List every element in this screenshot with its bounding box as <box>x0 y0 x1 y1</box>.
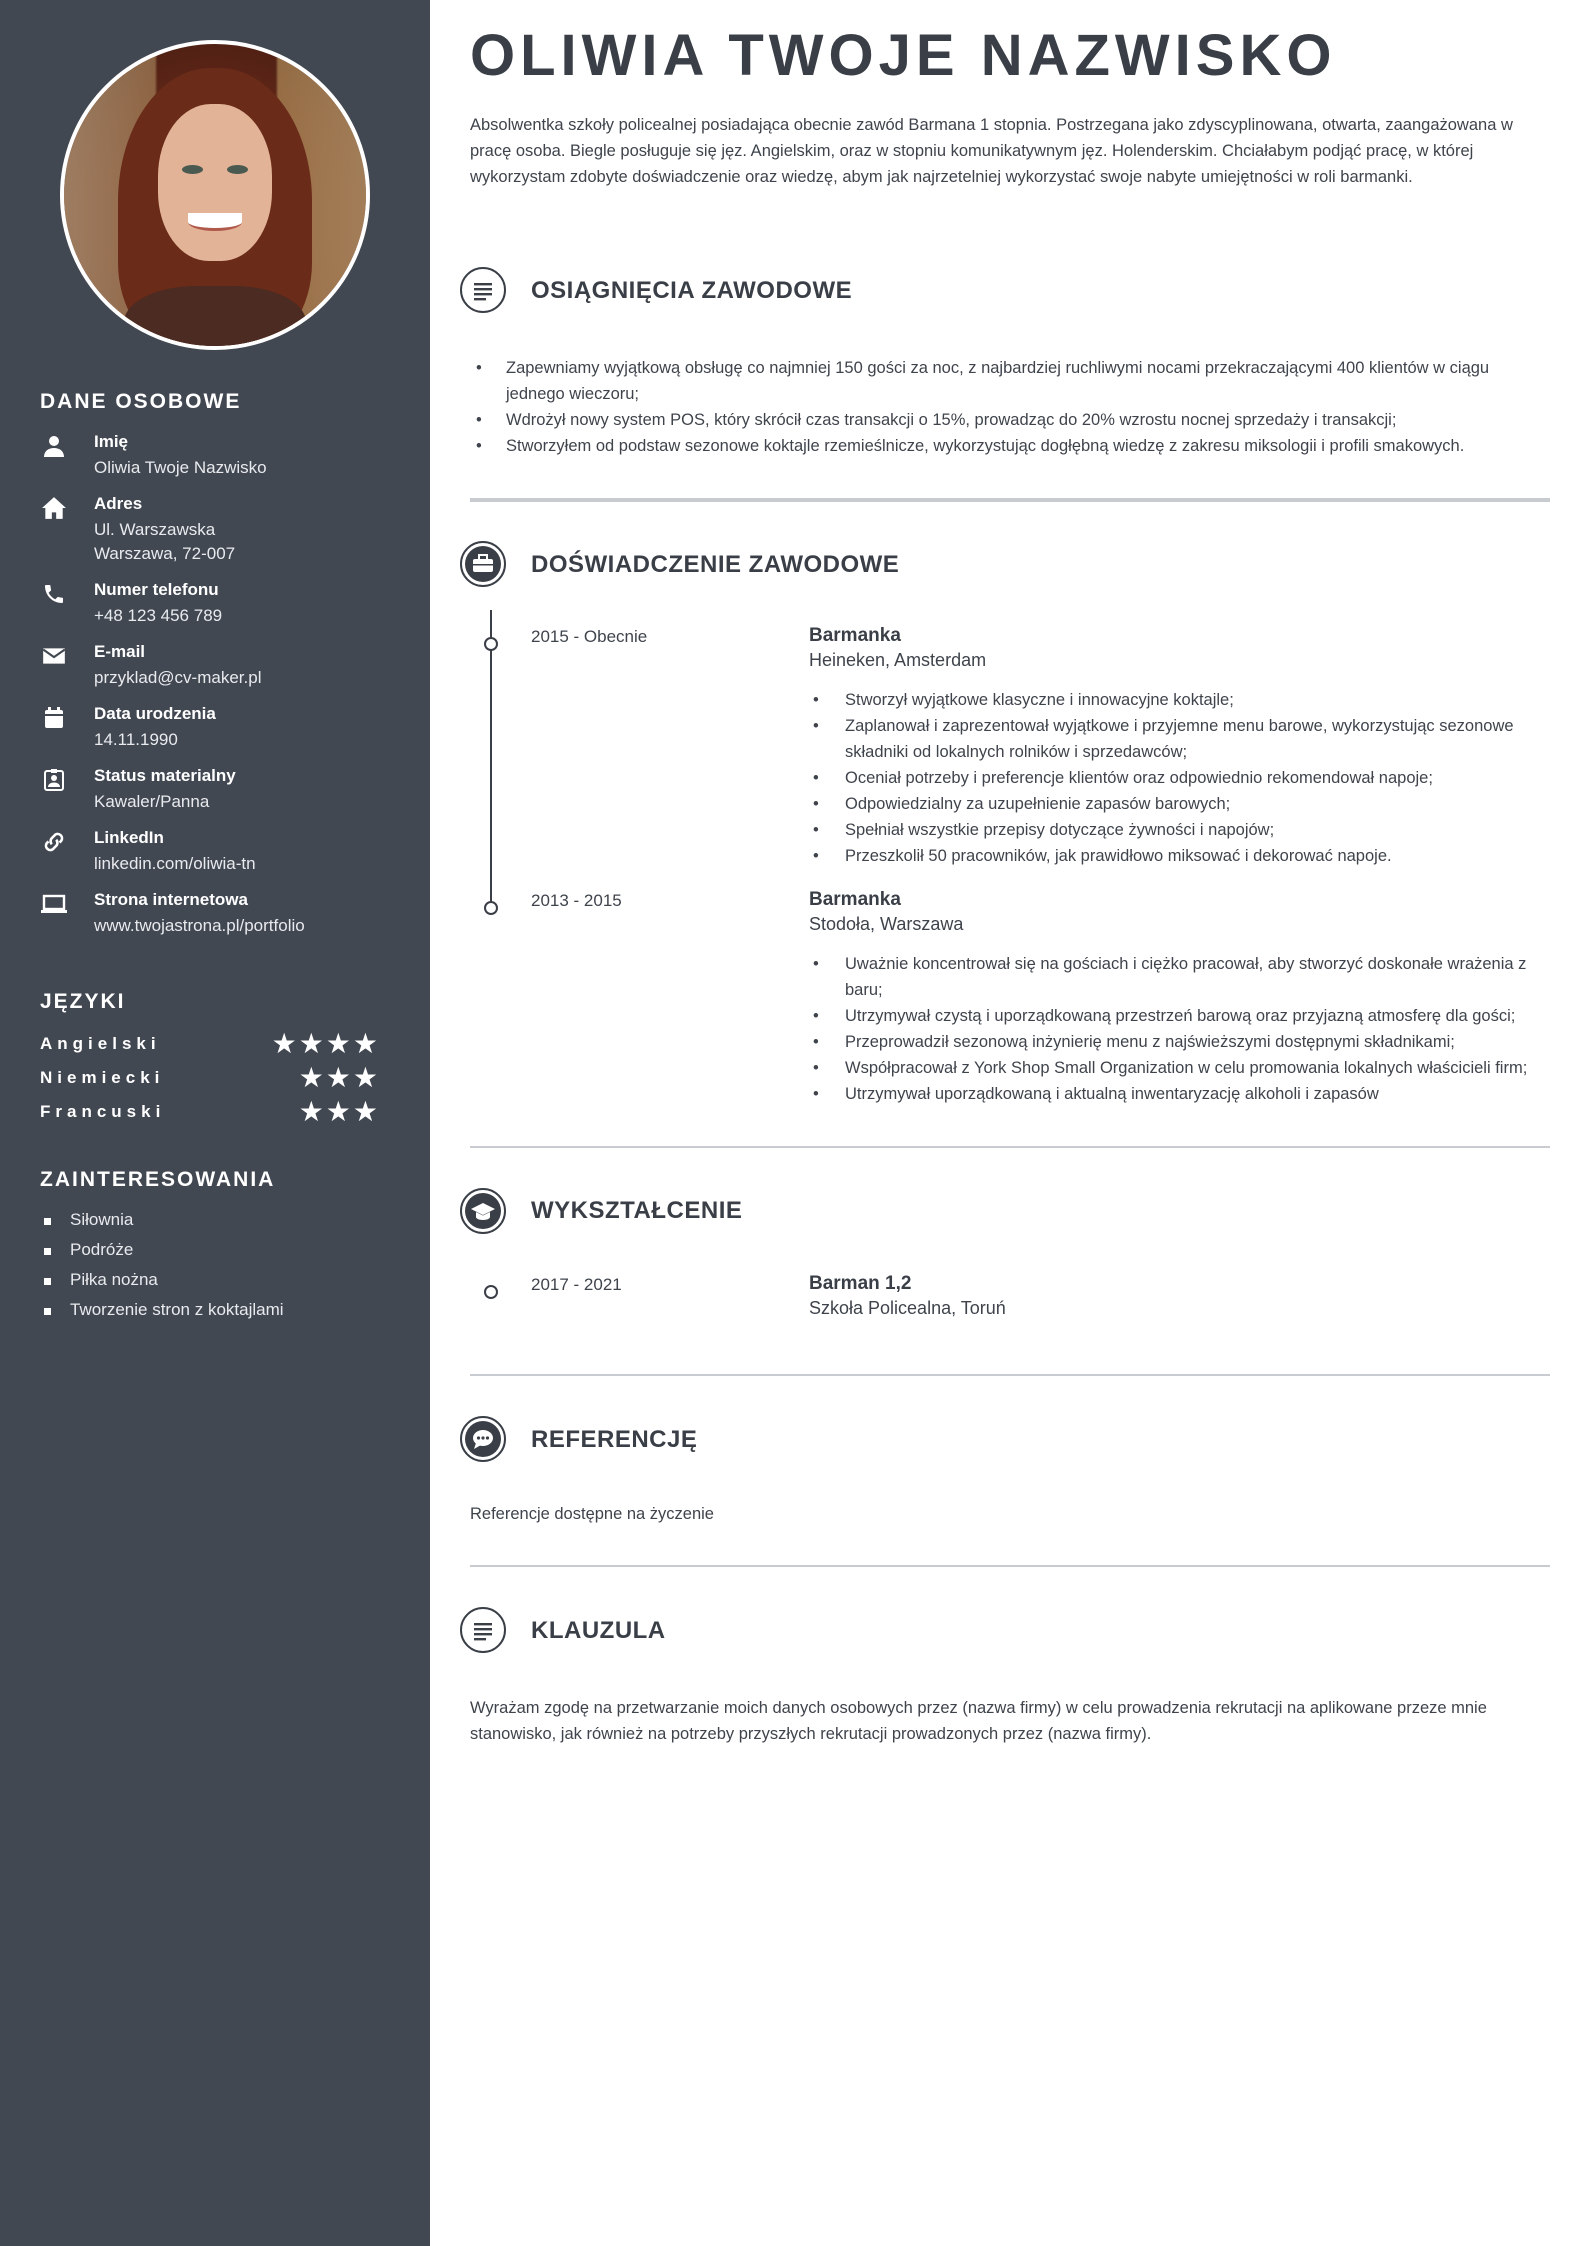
list-item: • Współpracował z York Shop Small Organization w celu promowania lokalnych właścicieli firm; <box>809 1055 1554 1081</box>
achievements-list <box>470 355 1540 459</box>
list-item: Piłka nożna <box>40 1270 284 1300</box>
list-item: • Przeprowadził sezonową inżynierię menu z najświeższymi dostępnymi składnikami; <box>809 1029 1554 1055</box>
graduation-cap-icon <box>460 1188 506 1234</box>
section-title-education: WYKSZTAŁCENIE <box>531 1197 743 1224</box>
sidebar <box>0 0 430 2246</box>
personal-linkedin: LinkedIn linkedin.com/oliwia-tn <box>40 828 400 884</box>
personal-address: Adres Ul. Warszawska Warszawa, 72-007 <box>40 494 400 574</box>
mail-icon <box>40 642 68 670</box>
list-item: • Utrzymywał uporządkowaną i aktualną inwentaryzację alkoholi i zapasów <box>809 1081 1554 1107</box>
list-lines-icon <box>460 267 506 313</box>
personal-heading: DANE OSOBOWE <box>40 390 242 413</box>
language-item: Niemiecki ★★★ <box>40 1062 380 1093</box>
summary-text: Absolwentka szkoły policealnej posiadająca obecnie zawód Barmana 1 stopnia. Postrzegana jako zdyscyplinowana, otwarta, zaangażowana w pracę osoba. Biegle posługuje się jęz. Angielskim, oraz w stopniu komunikatywnym jęz. Holenderskim. Chciałabym podjąć pracę, w której wykorzystam zdobyte doświadczenie oraz wiedzę, abym jak najrzetelniej wykorzystać swoje nabyte umiejętności w roli barmanki. <box>470 116 1513 186</box>
briefcase-icon <box>460 541 506 587</box>
languages-heading: JĘZYKI <box>40 990 126 1013</box>
profile-photo <box>60 40 370 350</box>
rating-stars: ★★★ <box>298 1062 380 1093</box>
language-item: Angielski ★★★★ <box>40 1028 380 1059</box>
personal-birthdate: Data urodzenia 14.11.1990 <box>40 704 400 760</box>
list-item: • Uważnie koncentrował się na gościach i ciężko pracował, aby stworzyć doskonałe wrażenia z baru; <box>809 951 1554 1003</box>
list-item: • Przeszkolił 50 pracowników, jak prawidłowo miksować i dekorować napoje. <box>809 843 1554 869</box>
personal-marital-status: Status materialny Kawaler/Panna <box>40 766 400 822</box>
job-company: Heineken, Amsterdam <box>809 650 987 670</box>
timeline-dot <box>484 1285 498 1299</box>
job-company: Stodoła, Warszawa <box>809 914 964 934</box>
timeline-line <box>490 610 492 908</box>
timeline-dot <box>484 637 498 651</box>
list-item: • Oceniał potrzeby i preferencje klientów oraz odpowiednio rekomendował napoje; <box>809 765 1554 791</box>
references-text: Referencje dostępne na życzenie <box>470 1505 714 1523</box>
interests-heading: ZAINTERESOWANIA <box>40 1168 276 1191</box>
personal-email: E-mail przyklad@cv-maker.pl <box>40 642 400 698</box>
list-item: Tworzenie stron z koktajlami <box>40 1300 284 1330</box>
timeline-dot <box>484 901 498 915</box>
person-icon <box>40 432 68 460</box>
personal-website: Strona internetowa www.twojastrona.pl/portfolio <box>40 890 400 946</box>
home-icon <box>40 494 68 522</box>
list-item: • Stworzył wyjątkowe klasyczne i innowacyjne koktajle; <box>809 687 1554 713</box>
section-title-clause: KLAUZULA <box>531 1617 666 1644</box>
list-item: • Utrzymywał czystą i uporządkowaną przestrzeń barową oraz przyjazną atmosferę dla gości; <box>809 1003 1554 1029</box>
calendar-icon <box>40 704 68 732</box>
divider <box>470 1146 1550 1148</box>
page-title: OLIWIA TWOJE NAZWISKO <box>470 23 1337 88</box>
link-icon <box>40 828 68 856</box>
divider <box>470 1374 1550 1376</box>
id-badge-icon <box>40 766 68 794</box>
job-duties-list <box>809 687 1554 869</box>
job-title: Barmanka <box>809 889 901 910</box>
language-item: Francuski ★★★ <box>40 1096 380 1127</box>
personal-phone: Numer telefonu +48 123 456 789 <box>40 580 400 636</box>
education-school: Szkoła Policealna, Toruń <box>809 1298 1006 1318</box>
list-item: • Zaplanował i zaprezentował wyjątkowe i przyjemne menu barowe, wykorzystując sezonowe składniki od lokalnych rolników i sprzedawców; <box>809 713 1554 765</box>
chat-bubble-icon <box>460 1416 506 1462</box>
list-item: • Wdrożył nowy system POS, który skrócił czas transakcji o 15%, prowadząc do 20% wzrostu nocnej sprzedaży i transakcji; <box>470 407 1540 433</box>
job-title: Barmanka <box>809 625 901 646</box>
list-item: • Stworzyłem od podstaw sezonowe koktajle rzemieślnicze, wykorzystując dogłębną wiedzę z zakresu miksologii i profili smakowych. <box>470 433 1540 459</box>
list-item: Siłownia <box>40 1210 284 1240</box>
job-duties-list <box>809 951 1554 1107</box>
list-item: • Spełniał wszystkie przepisy dotyczące żywności i napojów; <box>809 817 1554 843</box>
section-title-experience: DOŚWIADCZENIE ZAWODOWE <box>531 551 900 578</box>
interests-list <box>40 1210 284 1330</box>
divider <box>470 498 1550 502</box>
phone-icon <box>40 580 68 608</box>
list-item: Podróże <box>40 1240 284 1270</box>
education-degree: Barman 1,2 <box>809 1273 912 1294</box>
job-dates: 2013 - 2015 <box>531 891 622 910</box>
section-title-achievements: OSIĄGNIĘCIA ZAWODOWE <box>531 277 853 304</box>
rating-stars: ★★★★ <box>271 1028 380 1059</box>
education-dates: 2017 - 2021 <box>531 1275 622 1294</box>
laptop-icon <box>40 890 68 918</box>
rating-stars: ★★★ <box>298 1096 380 1127</box>
section-title-references: REFERENCJĘ <box>531 1426 698 1453</box>
divider <box>470 1565 1550 1567</box>
clause-text: Wyrażam zgodę na przetwarzanie moich danych osobowych przez (nazwa firmy) w celu prowadzenia rekrutacji na aplikowane przeze mnie stanowisko, jak również na potrzeby przyszłych rekrutacji prowadzonych przez (nazwa firmy). <box>470 1699 1487 1743</box>
list-item: • Zapewniamy wyjątkową obsługę co najmniej 150 gości za noc, z najbardziej ruchliwymi nocami przekraczającymi 400 klientów w ciągu jednego wieczoru; <box>470 355 1540 407</box>
personal-name: Imię Oliwia Twoje Nazwisko <box>40 432 400 488</box>
list-lines-icon <box>460 1607 506 1653</box>
job-dates: 2015 - Obecnie <box>531 627 648 646</box>
list-item: • Odpowiedzialny za uzupełnienie zapasów barowych; <box>809 791 1554 817</box>
